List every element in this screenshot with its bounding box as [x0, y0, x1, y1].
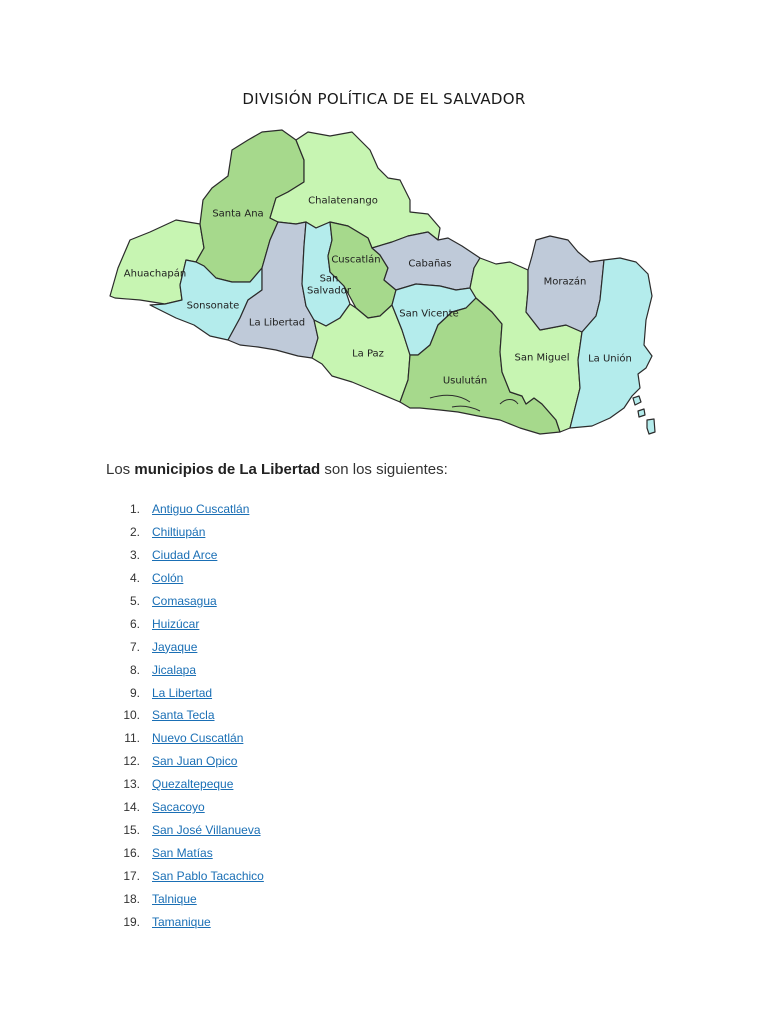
list-item — [106, 775, 264, 798]
department-la-union-islands — [633, 396, 655, 434]
label-la-paz: La Paz — [352, 348, 384, 360]
list-number: 6. — [129, 616, 140, 631]
label-ahuachapan: Ahuachapán — [123, 268, 187, 280]
list-item — [106, 684, 264, 707]
list-number: 11. — [124, 731, 140, 746]
list-number: 16. — [123, 846, 140, 861]
list-number: 13. — [123, 777, 140, 792]
municipio-link[interactable]: Comasagua — [152, 593, 217, 608]
municipio-link[interactable]: Sacacoyo — [152, 800, 205, 815]
list-number: 9. — [129, 685, 140, 700]
municipio-link[interactable]: San Pablo Tacachico — [152, 869, 264, 883]
label-cuscatlan: Cuscatlán — [331, 254, 381, 266]
list-item — [106, 913, 264, 936]
label-san-vicente: San Vicente — [399, 308, 459, 320]
municipio-link[interactable]: Nuevo Cuscatlán — [152, 731, 244, 746]
list-item — [106, 638, 264, 661]
list-item — [106, 706, 264, 729]
list-item — [106, 569, 264, 592]
municipio-link[interactable]: Jayaque — [152, 639, 198, 654]
label-la-libertad: La Libertad — [248, 317, 306, 329]
list-number: 10. — [123, 708, 140, 723]
municipio-link[interactable]: Quezaltepeque — [152, 777, 234, 792]
intro-bold: municipios de La Libertad — [134, 461, 321, 478]
list-item — [106, 546, 264, 569]
intro-text: Los municipios de La Libertad son los siguientes: — [106, 461, 448, 478]
page-title: DIVISIÓN POLÍTICA DE EL SALVADOR — [242, 90, 526, 108]
municipio-link[interactable]: Huizúcar — [152, 616, 200, 631]
el-salvador-map — [100, 122, 670, 440]
list-item — [106, 867, 264, 890]
municipio-link[interactable]: Chiltiupán — [152, 524, 206, 539]
list-item — [106, 592, 264, 615]
list-number: 19. — [123, 914, 140, 929]
list-item — [106, 729, 264, 752]
label-sonsonate: Sonsonate — [186, 300, 240, 312]
list-number: 15. — [123, 823, 140, 838]
list-item — [106, 661, 264, 684]
municipio-link[interactable]: Antiguo Cuscatlán — [152, 502, 250, 516]
list-number: 8. — [129, 662, 140, 677]
list-item — [106, 890, 264, 913]
list-item — [106, 500, 264, 523]
municipio-link[interactable]: Santa Tecla — [152, 708, 215, 723]
list-number: 12. — [123, 754, 140, 769]
label-san-salvador: San Salvador — [307, 273, 351, 297]
label-morazan: Morazán — [543, 276, 587, 288]
label-cabanas: Cabañas — [408, 258, 452, 270]
label-la-union: La Unión — [588, 353, 632, 365]
list-item — [106, 821, 264, 844]
label-chalatenango: Chalatenango — [308, 195, 378, 207]
municipio-link[interactable]: San Matías — [152, 846, 213, 861]
list-number: 5. — [129, 593, 140, 608]
list-number: 3. — [129, 547, 140, 562]
municipio-link[interactable]: Ciudad Arce — [152, 547, 218, 562]
list-item — [106, 615, 264, 638]
list-item — [106, 523, 264, 546]
municipio-link[interactable]: Talnique — [152, 891, 197, 906]
list-number: 2. — [129, 524, 140, 539]
label-santa-ana: Santa Ana — [212, 208, 264, 220]
list-number: 1. — [129, 502, 140, 516]
municipios-list — [106, 500, 264, 936]
list-item — [106, 844, 264, 867]
list-number: 7. — [129, 639, 140, 654]
municipio-link[interactable]: La Libertad — [152, 685, 213, 700]
list-number: 17. — [123, 869, 140, 883]
list-item — [106, 752, 264, 775]
municipio-link[interactable]: Tamanique — [152, 914, 211, 929]
municipio-link[interactable]: San Juan Opico — [152, 754, 238, 769]
municipio-link[interactable]: San José Villanueva — [152, 823, 261, 838]
list-number: 4. — [129, 570, 140, 585]
municipio-link[interactable]: Colón — [152, 570, 184, 585]
list-item — [106, 798, 264, 821]
label-usulutan: Usulután — [442, 375, 488, 387]
municipio-link[interactable]: Jicalapa — [152, 662, 197, 677]
list-number: 18. — [123, 891, 140, 906]
list-number: 14. — [123, 800, 140, 815]
label-san-miguel: San Miguel — [514, 352, 570, 364]
